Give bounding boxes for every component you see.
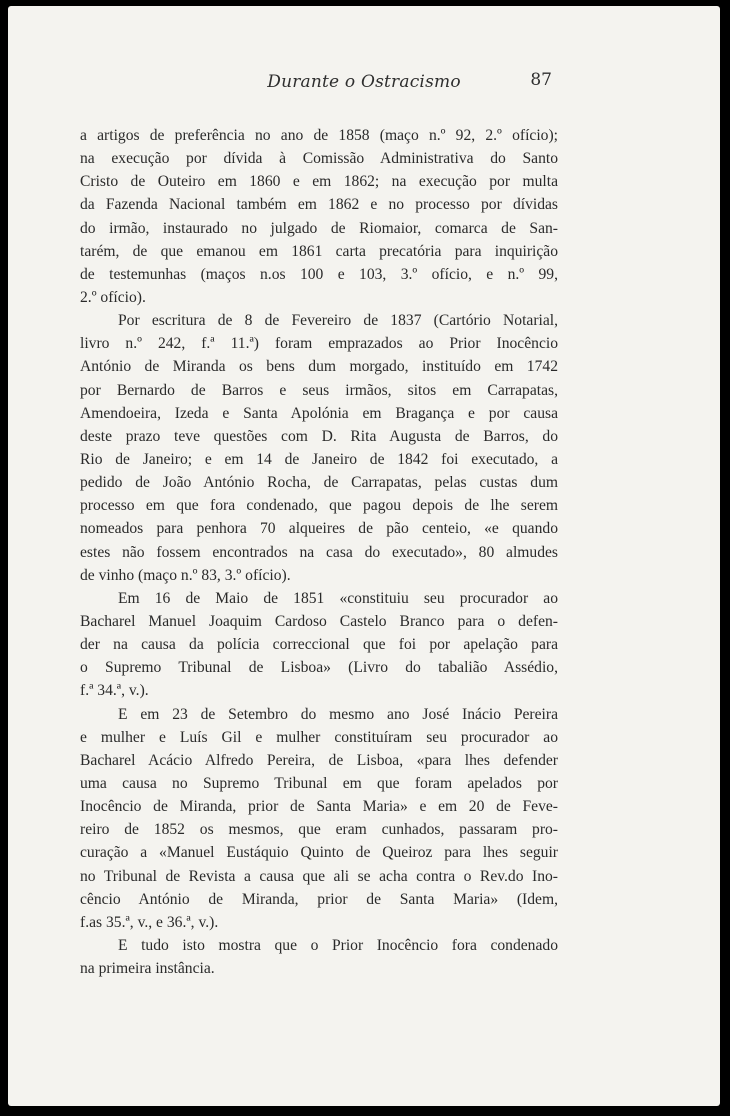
text-line: Rio de Janeiro; e em 14 de Janeiro de 1842 foi executado, a [80,450,558,468]
running-title: Durante o Ostracismo [267,72,461,92]
paragraph [80,124,558,309]
text-line: no Tribunal de Revista a causa que ali se acha contra o Rev.do Ino- [80,867,558,885]
text-line: de vinho (maço n.º 83, 3.º ofício). [80,566,291,584]
text-line: estes não fossem encontrados na casa do executado», 80 almudes [80,543,558,561]
text-line: nomeados para penhora 70 alqueires de pão centeio, «e quando [80,520,558,538]
text-line: processo em que fora condenado, que pagou depois de lhe serem [80,497,558,515]
text-line: Inocêncio de Miranda, prior de Santa Maria» e em 20 de Feve- [80,798,558,816]
book-page [8,6,720,1106]
text-line: curação a «Manuel Eustáquio Quinto de Queiroz para lhes seguir [80,844,558,862]
text-line: der na causa da polícia correccional que foi por apelação para [80,636,558,654]
text-line: Cristo de Outeiro em 1860 e em 1862; na execução por multa [80,173,558,191]
text-line: da Fazenda Nacional também em 1862 e no processo por dívidas [80,196,558,214]
text-line: f.ª 34.ª, v.). [80,682,149,700]
text-line: tarém, de que emanou em 1861 carta precatória para inquirição [80,242,558,260]
text-line: E tudo isto mostra que o Prior Inocêncio fora condenado [118,936,558,954]
text-line: f.as 35.ª, v., e 36.ª, v.). [80,913,219,931]
text-line: por Bernardo de Barros e seus irmãos, sitos em Carrapatas, [80,381,558,399]
paragraph [80,703,558,934]
text-line: deste prazo teve questões com D. Rita Augusta de Barros, do [80,427,558,445]
text-line: do irmão, instaurado no julgado de Riomaior, comarca de San- [80,219,558,237]
text-line: reiro de 1852 os mesmos, que eram cunhados, passaram pro- [80,821,558,839]
text-line: Em 16 de Maio de 1851 «constituiu seu procurador ao [118,589,558,607]
body-text [80,124,558,980]
paragraph [80,934,558,980]
paragraph [80,309,558,587]
text-line: uma causa no Supremo Tribunal em que foram apelados por [80,774,558,792]
text-line: livro n.º 242, f.ª 11.ª) foram emprazados ao Prior Inocêncio [80,335,558,353]
page-header [8,70,720,96]
text-line: E em 23 de Setembro do mesmo ano José Inácio Pereira [118,705,558,723]
text-line: Por escritura de 8 de Fevereiro de 1837 (Cartório Notarial, [118,312,558,330]
text-line: o Supremo Tribunal de Lisboa» (Livro do tabalião Assédio, [80,659,558,677]
page-number: 87 [530,70,552,90]
text-line: na execução por dívida à Comissão Administrativa do Santo [80,150,558,168]
text-line: e mulher e Luís Gil e mulher constituíram seu procurador ao [80,728,558,746]
text-line: 2.º ofício). [80,288,146,306]
text-line: pedido de João António Rocha, de Carrapatas, pelas custas dum [80,474,558,492]
text-line: Bacharel Manuel Joaquim Cardoso Castelo Branco para o defen- [80,612,558,630]
text-line: Bacharel Acácio Alfredo Pereira, de Lisboa, «para lhes defender [80,751,558,769]
text-line: cêncio António de Miranda, prior de Santa Maria» (Idem, [80,890,558,908]
text-line: a artigos de preferência no ano de 1858 (maço n.º 92, 2.º ofício); [80,127,558,144]
text-line: na primeira instância. [80,960,215,978]
text-line: Amendoeira, Izeda e Santa Apolónia em Bragança e por causa [80,404,558,422]
text-line: António de Miranda os bens dum morgado, instituído em 1742 [80,358,558,376]
text-line: de testemunhas (maços n.os 100 e 103, 3.º ofício, e n.º 99, [80,265,558,283]
paragraph [80,587,558,703]
